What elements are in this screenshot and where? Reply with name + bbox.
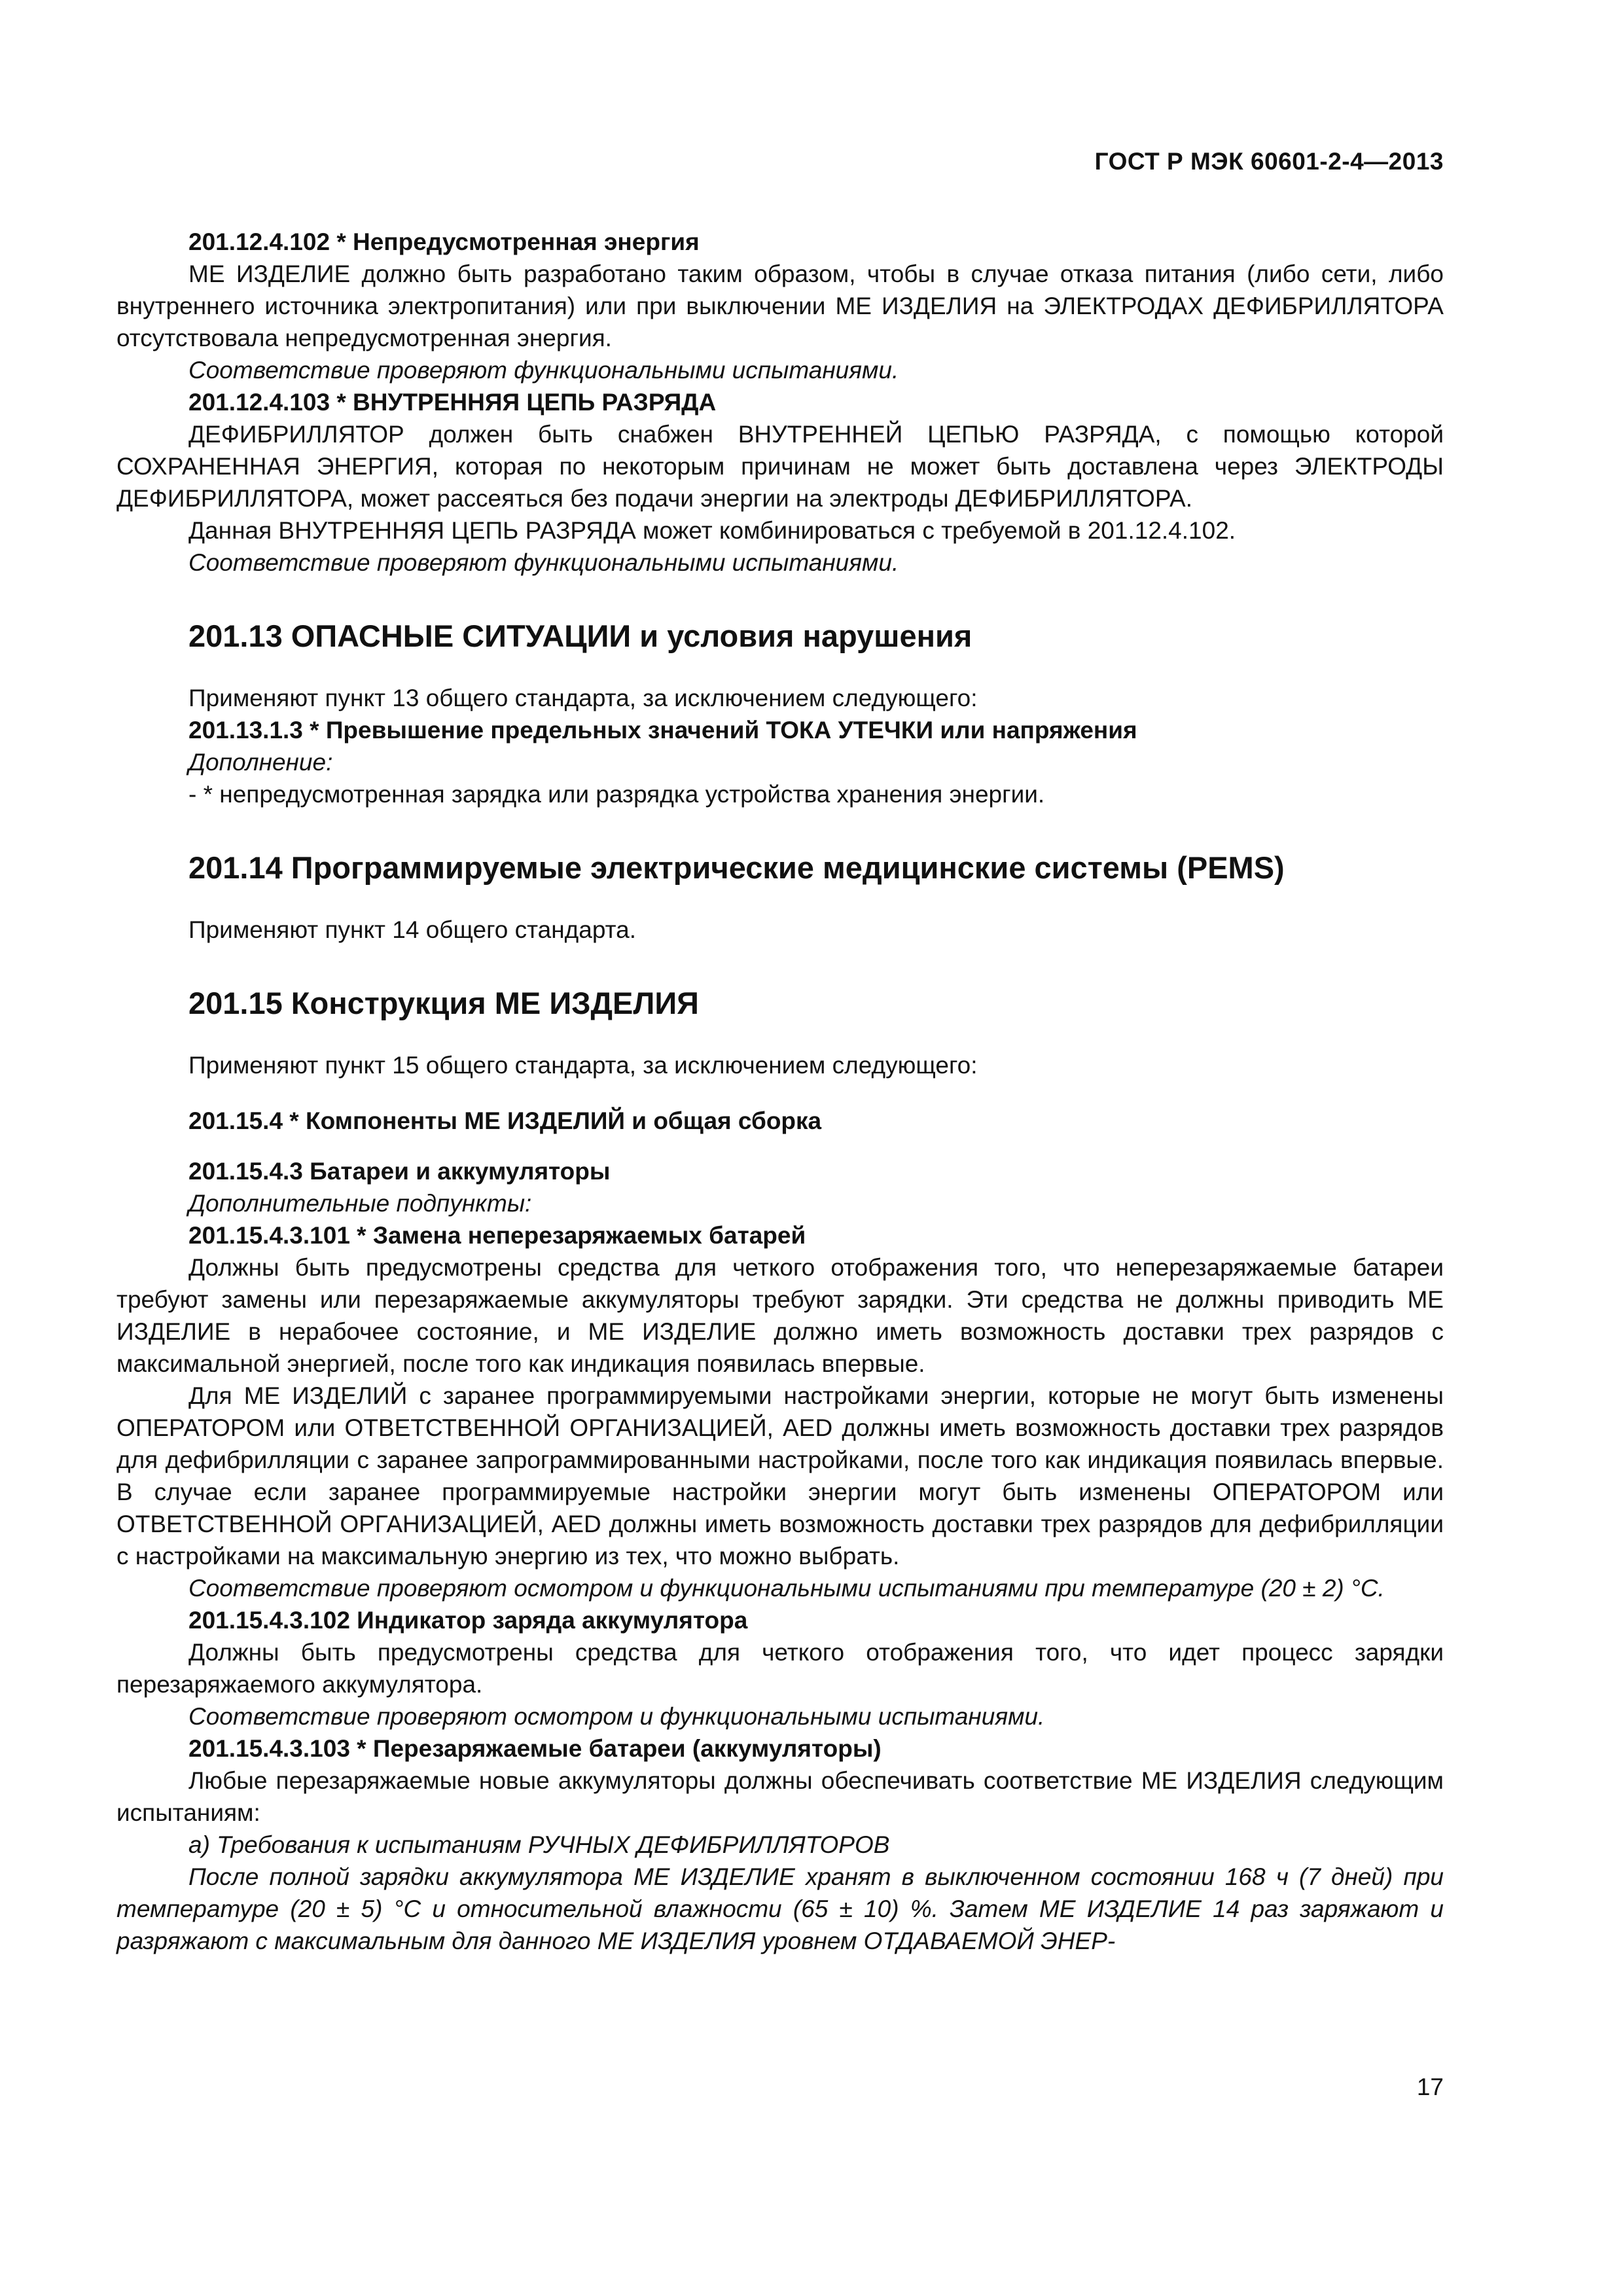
addition-label: Дополнительные подпункты: [188, 1190, 532, 1217]
paragraph: Данная ВНУТРЕННЯЯ ЦЕПЬ РАЗРЯДА может комбинироваться с требуемой в 201.12.4.102. [188, 517, 1236, 544]
paragraph: МЕ ИЗДЕЛИЕ должно быть разработано таким образом, чтобы в случае отказа питания (либо сети, либо внутреннего источника электропитания) или при выключении МЕ ИЗДЕЛИЯ на ЭЛЕКТРОДАХ ДЕФИБРИЛЛЯТОРА отсутствовала непредусмотренная энергия. [116, 260, 1444, 351]
paragraph: Применяют пункт 13 общего стандарта, за исключением следующего: [188, 685, 978, 711]
document-body [116, 226, 1444, 1957]
paragraph: После полной зарядки аккумулятора МЕ ИЗДЕЛИЕ хранят в выключенном состоянии 168 ч (7 дней) при температуре (20 ± 5) °С и относительной влажности (65 ± 10) %. Затем МЕ ИЗДЕЛИЕ 14 раз заряжают и разряжают с максимальным для данного МЕ ИЗДЕЛИЯ уровнем ОТДАВАЕМОЙ ЭНЕР- [116, 1863, 1444, 1954]
paragraph: Должны быть предусмотрены средства для четкого отображения того, что неперезаряжаемые батареи требуют замены или перезаряжаемые аккумуляторы требуют зарядки. Эти средства не должны приводить МЕ ИЗДЕЛИЕ в нерабочее состояние, и МЕ ИЗДЕЛИЕ должно иметь возможность доставки трех разрядов с максимальной энергией, после того как индикация появилась впервые. [116, 1254, 1444, 1377]
list-item: - * непредусмотренная зарядка или разрядка устройства хранения энергии. [188, 781, 1045, 808]
heading-201-14: 201.14 Программируемые электрические медицинские системы (PEMS) [188, 850, 1285, 885]
compliance-note: Соответствие проверяют функциональными испытаниями. [188, 549, 899, 576]
document-header: ГОСТ Р МЭК 60601-2-4—2013 [1094, 148, 1444, 175]
section-title: 201.12.4.103 * ВНУТРЕННЯЯ ЦЕПЬ РАЗРЯДА [188, 389, 717, 416]
paragraph: Применяют пункт 14 общего стандарта. [188, 916, 636, 943]
paragraph: Любые перезаряжаемые новые аккумуляторы должны обеспечивать соответствие МЕ ИЗДЕЛИЯ следующим испытаниям: [116, 1767, 1444, 1826]
compliance-note: Соответствие проверяют осмотром и функциональными испытаниями. [188, 1703, 1045, 1730]
section-title: 201.15.4.3 Батареи и аккумуляторы [188, 1158, 611, 1185]
section-title: 201.12.4.102 * Непредусмотренная энергия [188, 228, 700, 255]
section-title: 201.15.4.3.103 * Перезаряжаемые батареи (аккумуляторы) [188, 1735, 882, 1762]
section-title: 201.13.1.3 * Превышение предельных значений ТОКА УТЕЧКИ или напряжения [188, 717, 1137, 744]
paragraph: Применяют пункт 15 общего стандарта, за исключением следующего: [188, 1052, 978, 1079]
section-title: 201.15.4.3.102 Индикатор заряда аккумулятора [188, 1607, 748, 1634]
compliance-note: Соответствие проверяют функциональными испытаниями. [188, 357, 899, 384]
section-title: 201.15.4 * Компоненты МЕ ИЗДЕЛИЙ и общая сборка [188, 1107, 822, 1134]
paragraph: ДЕФИБРИЛЛЯТОР должен быть снабжен ВНУТРЕННЕЙ ЦЕПЬЮ РАЗРЯДА, с помощью которой СОХРАНЕННАЯ ЭНЕРГИЯ, которая по некоторым причинам не может быть доставлена через ЭЛЕКТРОДЫ ДЕФИБРИЛЛЯТОРА, может рассеяться без подачи энергии на электроды ДЕФИБРИЛЛЯТОРА. [116, 421, 1444, 512]
paragraph: Должны быть предусмотрены средства для четкого отображения того, что идет процесс зарядки перезаряжаемого аккумулятора. [116, 1639, 1444, 1698]
heading-201-15: 201.15 Конструкция МЕ ИЗДЕЛИЯ [188, 986, 699, 1020]
list-item: a) Требования к испытаниям РУЧНЫХ ДЕФИБРИЛЛЯТОРОВ [188, 1831, 890, 1858]
heading-201-13: 201.13 ОПАСНЫЕ СИТУАЦИИ и условия нарушения [188, 619, 972, 653]
paragraph: Для МЕ ИЗДЕЛИЙ с заранее программируемыми настройками энергии, которые не могут быть изменены ОПЕРАТОРОМ или ОТВЕТСТВЕННОЙ ОРГАНИЗАЦИЕЙ, AED должны иметь возможность доставки трех разрядов для дефибрилляции с заранее запрограммированными настройками, после того как индикация появилась впервые. В случае если заранее программируемые настройки энергии могут быть изменены ОПЕРАТОРОМ или ОТВЕТСТВЕННОЙ ОРГАНИЗАЦИЕЙ, AED должны иметь возможность доставки трех разрядов для дефибрилляции с настройками на максимальную энергию из тех, что можно выбрать. [116, 1382, 1444, 1570]
addition-label: Дополнение: [188, 749, 333, 776]
section-title: 201.15.4.3.101 * Замена неперезаряжаемых батарей [188, 1222, 806, 1249]
compliance-note: Соответствие проверяют осмотром и функциональными испытаниями при температуре (20 ± 2) °С. [188, 1575, 1385, 1602]
page-number: 17 [1416, 2073, 1444, 2100]
